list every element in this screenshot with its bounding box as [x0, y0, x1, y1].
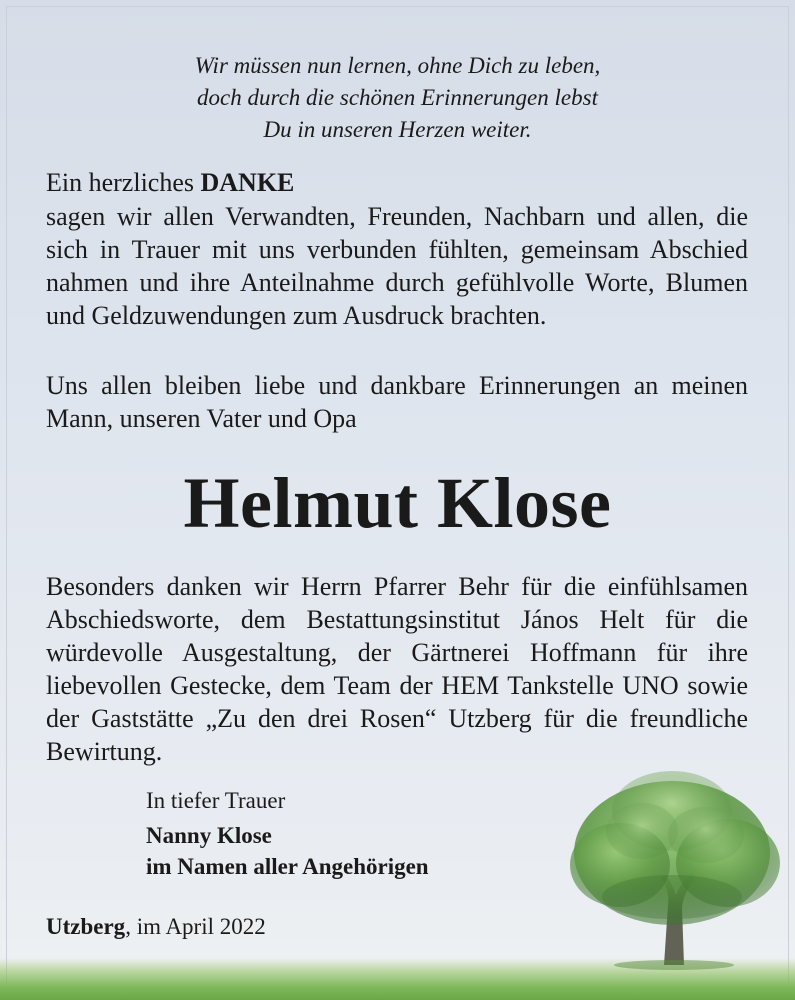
thanks-emphasis: DANKE [200, 168, 295, 197]
deceased-name: Helmut Klose [183, 463, 612, 543]
special-thanks-paragraph: Besonders danken wir Herrn Pfarrer Behr für die einfühlsamen Abschiedsworte, dem Bestattungsinstitut János Helt für die würdevolle Ausgestaltung, der Gärtnerei Hoffmann für ihre liebevollen Gestecke, dem Team der HEM Tankstelle UNO sowie der Gaststätte „Zu den drei Rosen“ Utzberg für die freundliche Bewirtung. [46, 572, 748, 766]
mourning-line: In tiefer Trauer [146, 788, 286, 813]
poem-line-2: doch durch die schönen Erinnerungen lebst [197, 85, 598, 110]
place-date [46, 911, 266, 942]
poem-line-1: Wir müssen nun lernen, ohne Dich zu leben, [194, 53, 601, 78]
thanks-paragraph-1: sagen wir allen Verwandten, Freunden, Nachbarn und allen, die sich in Trauer mit uns verbunden fühlten, gemeinsam Abschied nahmen und ihre Anteilnahme durch gefühlvolle Worte, Blumen und Geldzuwendungen zum Ausdruck brachten. [46, 202, 748, 330]
thanks-heading [46, 167, 294, 199]
tree-icon [560, 765, 790, 970]
memorial-poem [0, 50, 795, 146]
thanks-paragraph-2: Uns allen bleiben liebe und dankbare Erinnerungen an meinen Mann, unseren Vater und Opa [46, 371, 748, 433]
place-name: Utzberg [46, 914, 126, 939]
poem-line-3: Du in unseren Herzen weiter. [263, 117, 532, 142]
date-text: , im April 2022 [125, 914, 266, 939]
signer-name: Nanny Klose [146, 823, 272, 848]
thanks-intro: Ein herzliches [46, 168, 201, 197]
signer-on-behalf: im Namen aller Angehörigen [146, 854, 429, 879]
